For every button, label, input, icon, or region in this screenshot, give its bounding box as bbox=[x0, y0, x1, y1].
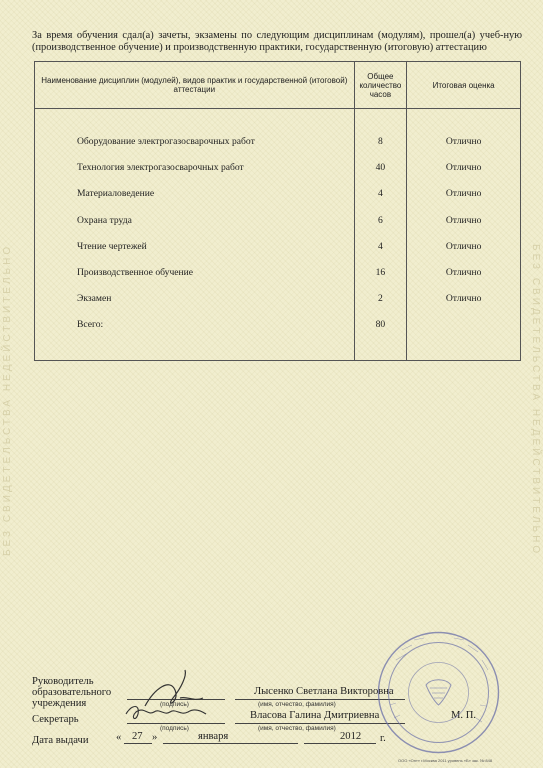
grade-value: Отлично bbox=[445, 293, 482, 305]
secretary-label: Секретарь bbox=[32, 714, 79, 725]
total-label: Всего: bbox=[77, 319, 104, 331]
grades-table bbox=[34, 61, 521, 361]
month-line bbox=[163, 743, 298, 744]
hours-value: 4 bbox=[378, 188, 383, 200]
date-month: января bbox=[198, 731, 229, 742]
official-stamp bbox=[376, 630, 501, 755]
header-discipline: Наименование дисциплин (модулей), видов практик и государственной (итоговой) аттестации bbox=[35, 62, 355, 109]
date-quote-close: » bbox=[152, 732, 158, 743]
head-name: Лысенко Светлана Викторовна bbox=[254, 686, 394, 697]
total-hours: 80 bbox=[375, 319, 386, 331]
grade-value: Отлично bbox=[445, 214, 482, 226]
date-label: Дата выдачи bbox=[32, 735, 89, 746]
grade-value: Отлично bbox=[445, 240, 482, 252]
grade-value: Отлично bbox=[445, 266, 482, 278]
hours-value: 16 bbox=[375, 266, 386, 278]
discipline-name: Производственное обучение bbox=[77, 266, 194, 278]
stamp-place-label: М. П. bbox=[451, 710, 477, 721]
hours-value: 2 bbox=[378, 293, 383, 305]
side-warning-left: БЕЗ СВИДЕТЕЛЬСТВА НЕДЕЙСТВИТЕЛЬНО bbox=[2, 243, 13, 557]
table-header-row bbox=[35, 62, 521, 109]
hours-value: 8 bbox=[378, 136, 383, 147]
discipline-name: Материаловедение bbox=[77, 188, 155, 200]
grade-value: Отлично bbox=[445, 162, 482, 174]
discipline-name: Оборудование электрогазосварочных работ bbox=[77, 136, 255, 147]
name-caption: (имя, отчество, фамилия) bbox=[258, 701, 336, 708]
header-hours: Общее количество часов bbox=[354, 62, 407, 109]
grade-value: Отлично bbox=[445, 188, 482, 200]
grade-value: Отлично bbox=[445, 136, 482, 147]
year-suffix: г. bbox=[380, 733, 386, 744]
day-line bbox=[124, 743, 152, 744]
discipline-name: Чтение чертежей bbox=[77, 240, 147, 252]
signature-caption: (подпись) bbox=[160, 725, 189, 732]
discipline-name: Охрана труда bbox=[77, 214, 132, 226]
side-warning-right: БЕЗ СВИДЕТЕЛЬСТВА НЕДЕЙСТВИТЕЛЬНО bbox=[530, 243, 541, 557]
secretary-name: Власова Галина Дмитриевна bbox=[250, 710, 380, 721]
hours-value: 6 bbox=[378, 214, 383, 226]
print-code: ООО «Опт» г.Москва 2011 уровень «Б» зак. № 848 bbox=[398, 758, 493, 763]
hours-column bbox=[354, 109, 407, 361]
intro-text: За время обучения сдал(а) зачеты, экзамены по следующим дисциплинам (модулям), прошел(а) учеб-ную (производственное обучение) и производственную практики, государственную (итоговую) аттестацию bbox=[32, 30, 522, 53]
year-line bbox=[304, 743, 376, 744]
secretary-signature bbox=[122, 700, 212, 728]
grade-column bbox=[407, 109, 521, 361]
discipline-column bbox=[35, 109, 355, 361]
head-label: Руководитель образовательного учреждения bbox=[32, 676, 112, 709]
header-grade: Итоговая оценка bbox=[407, 62, 521, 109]
signature-caption: (подпись) bbox=[160, 701, 189, 708]
discipline-name: Экзамен bbox=[77, 293, 112, 305]
table-body-row bbox=[35, 109, 521, 361]
date-quote-open: « bbox=[116, 732, 122, 743]
date-year: 2012 bbox=[340, 731, 362, 742]
hours-value: 4 bbox=[378, 240, 383, 252]
date-day: 27 bbox=[132, 731, 143, 742]
discipline-name: Технология электрогазосварочных работ bbox=[77, 162, 244, 174]
hours-value: 40 bbox=[375, 162, 386, 174]
name-caption: (имя, отчество, фамилия) bbox=[258, 725, 336, 732]
